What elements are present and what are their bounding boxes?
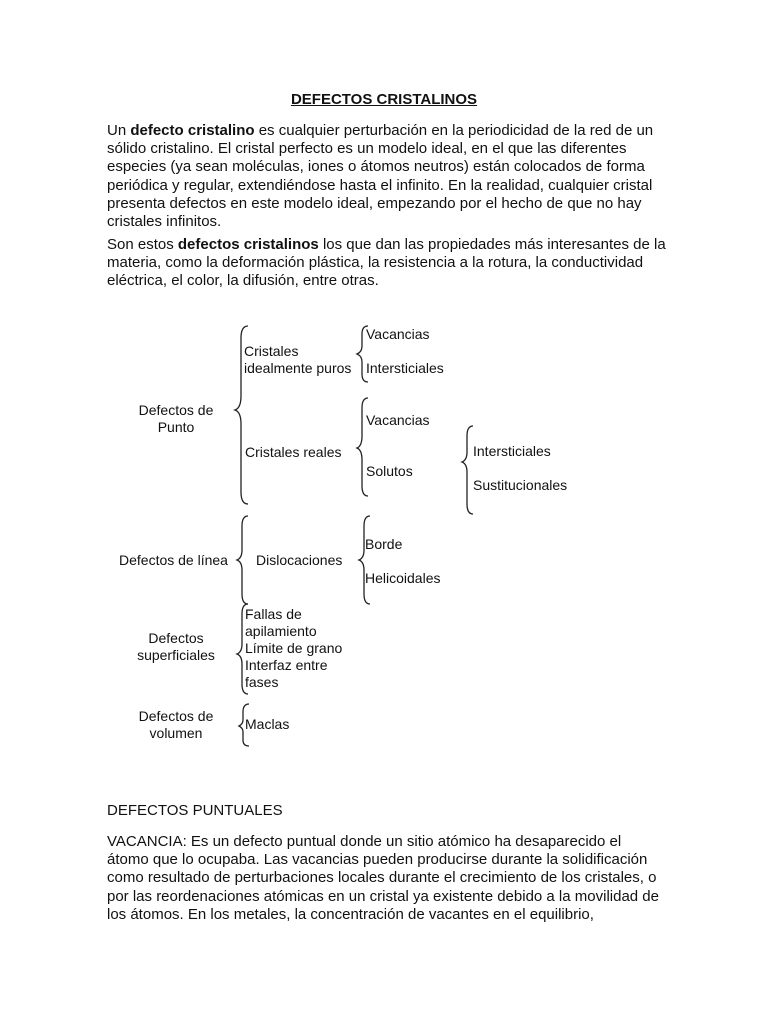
label-maclas: Maclas bbox=[245, 716, 290, 732]
label-puros-intersticiales: Intersticiales bbox=[366, 360, 444, 376]
label-cristales-reales: Cristales reales bbox=[245, 444, 342, 460]
section-heading-defectos-puntuales: DEFECTOS PUNTUALES bbox=[107, 802, 283, 819]
intro-paragraph: Un defecto cristalino es cualquier perturbación en la periodicidad de la red de un sólido cristalino. El cristal perfecto es un modelo ideal, en el que las diferentes especies (ya sean moléculas, iones o átomos neutros) están colocados de forma periódica y regular, extendiéndose hasta el infinito. En la realidad, cualquier cristal presenta defectos en este modelo ideal, empezando por el hecho de que no hay cristales infinitos. bbox=[107, 122, 654, 231]
superficiales-item: Límite de grano bbox=[245, 640, 343, 656]
label-cristales-puros: Cristales idealmente puros bbox=[244, 343, 352, 376]
label-defectos-volumen: Defectos de volumen bbox=[138, 708, 214, 741]
intro-bold-term: defecto cristalino bbox=[130, 122, 255, 139]
label-reales-vacancias: Vacancias bbox=[366, 412, 430, 428]
second-bold-term: defectos cristalinos bbox=[177, 236, 319, 253]
brace-dislocaciones bbox=[359, 516, 370, 604]
label-borde: Borde bbox=[365, 536, 403, 552]
label-defectos-superficiales: Defectos superficiales bbox=[137, 630, 215, 663]
vacancia-paragraph: VACANCIA: Es un defecto puntual donde un sitio atómico ha desaparecido el átomo que lo ocupaba. Las vacancias pueden producirse durante la solidificación como resultado de perturbaciones locales durante el crecimiento de los cristales, o por las reordenaciones atómicas en un cristal ya existente debido a la movilidad de los átomos. En los metales, la concentración de vacantes en el equilibrio, bbox=[107, 833, 659, 923]
label-dislocaciones: Dislocaciones bbox=[256, 552, 343, 568]
label-puros-vacancias: Vacancias bbox=[366, 326, 430, 342]
label-defectos-punto: Defectos de Punto bbox=[138, 402, 214, 435]
superficiales-list bbox=[245, 606, 342, 691]
superficiales-item: apilamiento bbox=[245, 623, 317, 639]
second-paragraph: Son estos defectos cristalinos los que dan las propiedades más interesantes de la materia, como la deformación plástica, la resistencia a la rotura, la conductividad eléctrica, el color, la difusión, entre otras. bbox=[107, 236, 666, 290]
superficiales-item: Interfaz entre bbox=[245, 657, 328, 673]
superficiales-item: fases bbox=[245, 674, 279, 690]
label-defectos-linea: Defectos de línea bbox=[119, 552, 228, 568]
label-helicoidales: Helicoidales bbox=[365, 570, 441, 586]
superficiales-item: Fallas de bbox=[245, 606, 302, 622]
label-solutos-intersticiales: Intersticiales bbox=[473, 443, 551, 459]
brace-linea bbox=[237, 516, 248, 604]
label-solutos-sustitucionales: Sustitucionales bbox=[473, 477, 568, 493]
label-reales-solutos: Solutos bbox=[366, 463, 413, 479]
defects-classification-diagram bbox=[0, 310, 768, 770]
document-title: DEFECTOS CRISTALINOS bbox=[290, 91, 478, 108]
brace-solutos bbox=[462, 426, 473, 514]
